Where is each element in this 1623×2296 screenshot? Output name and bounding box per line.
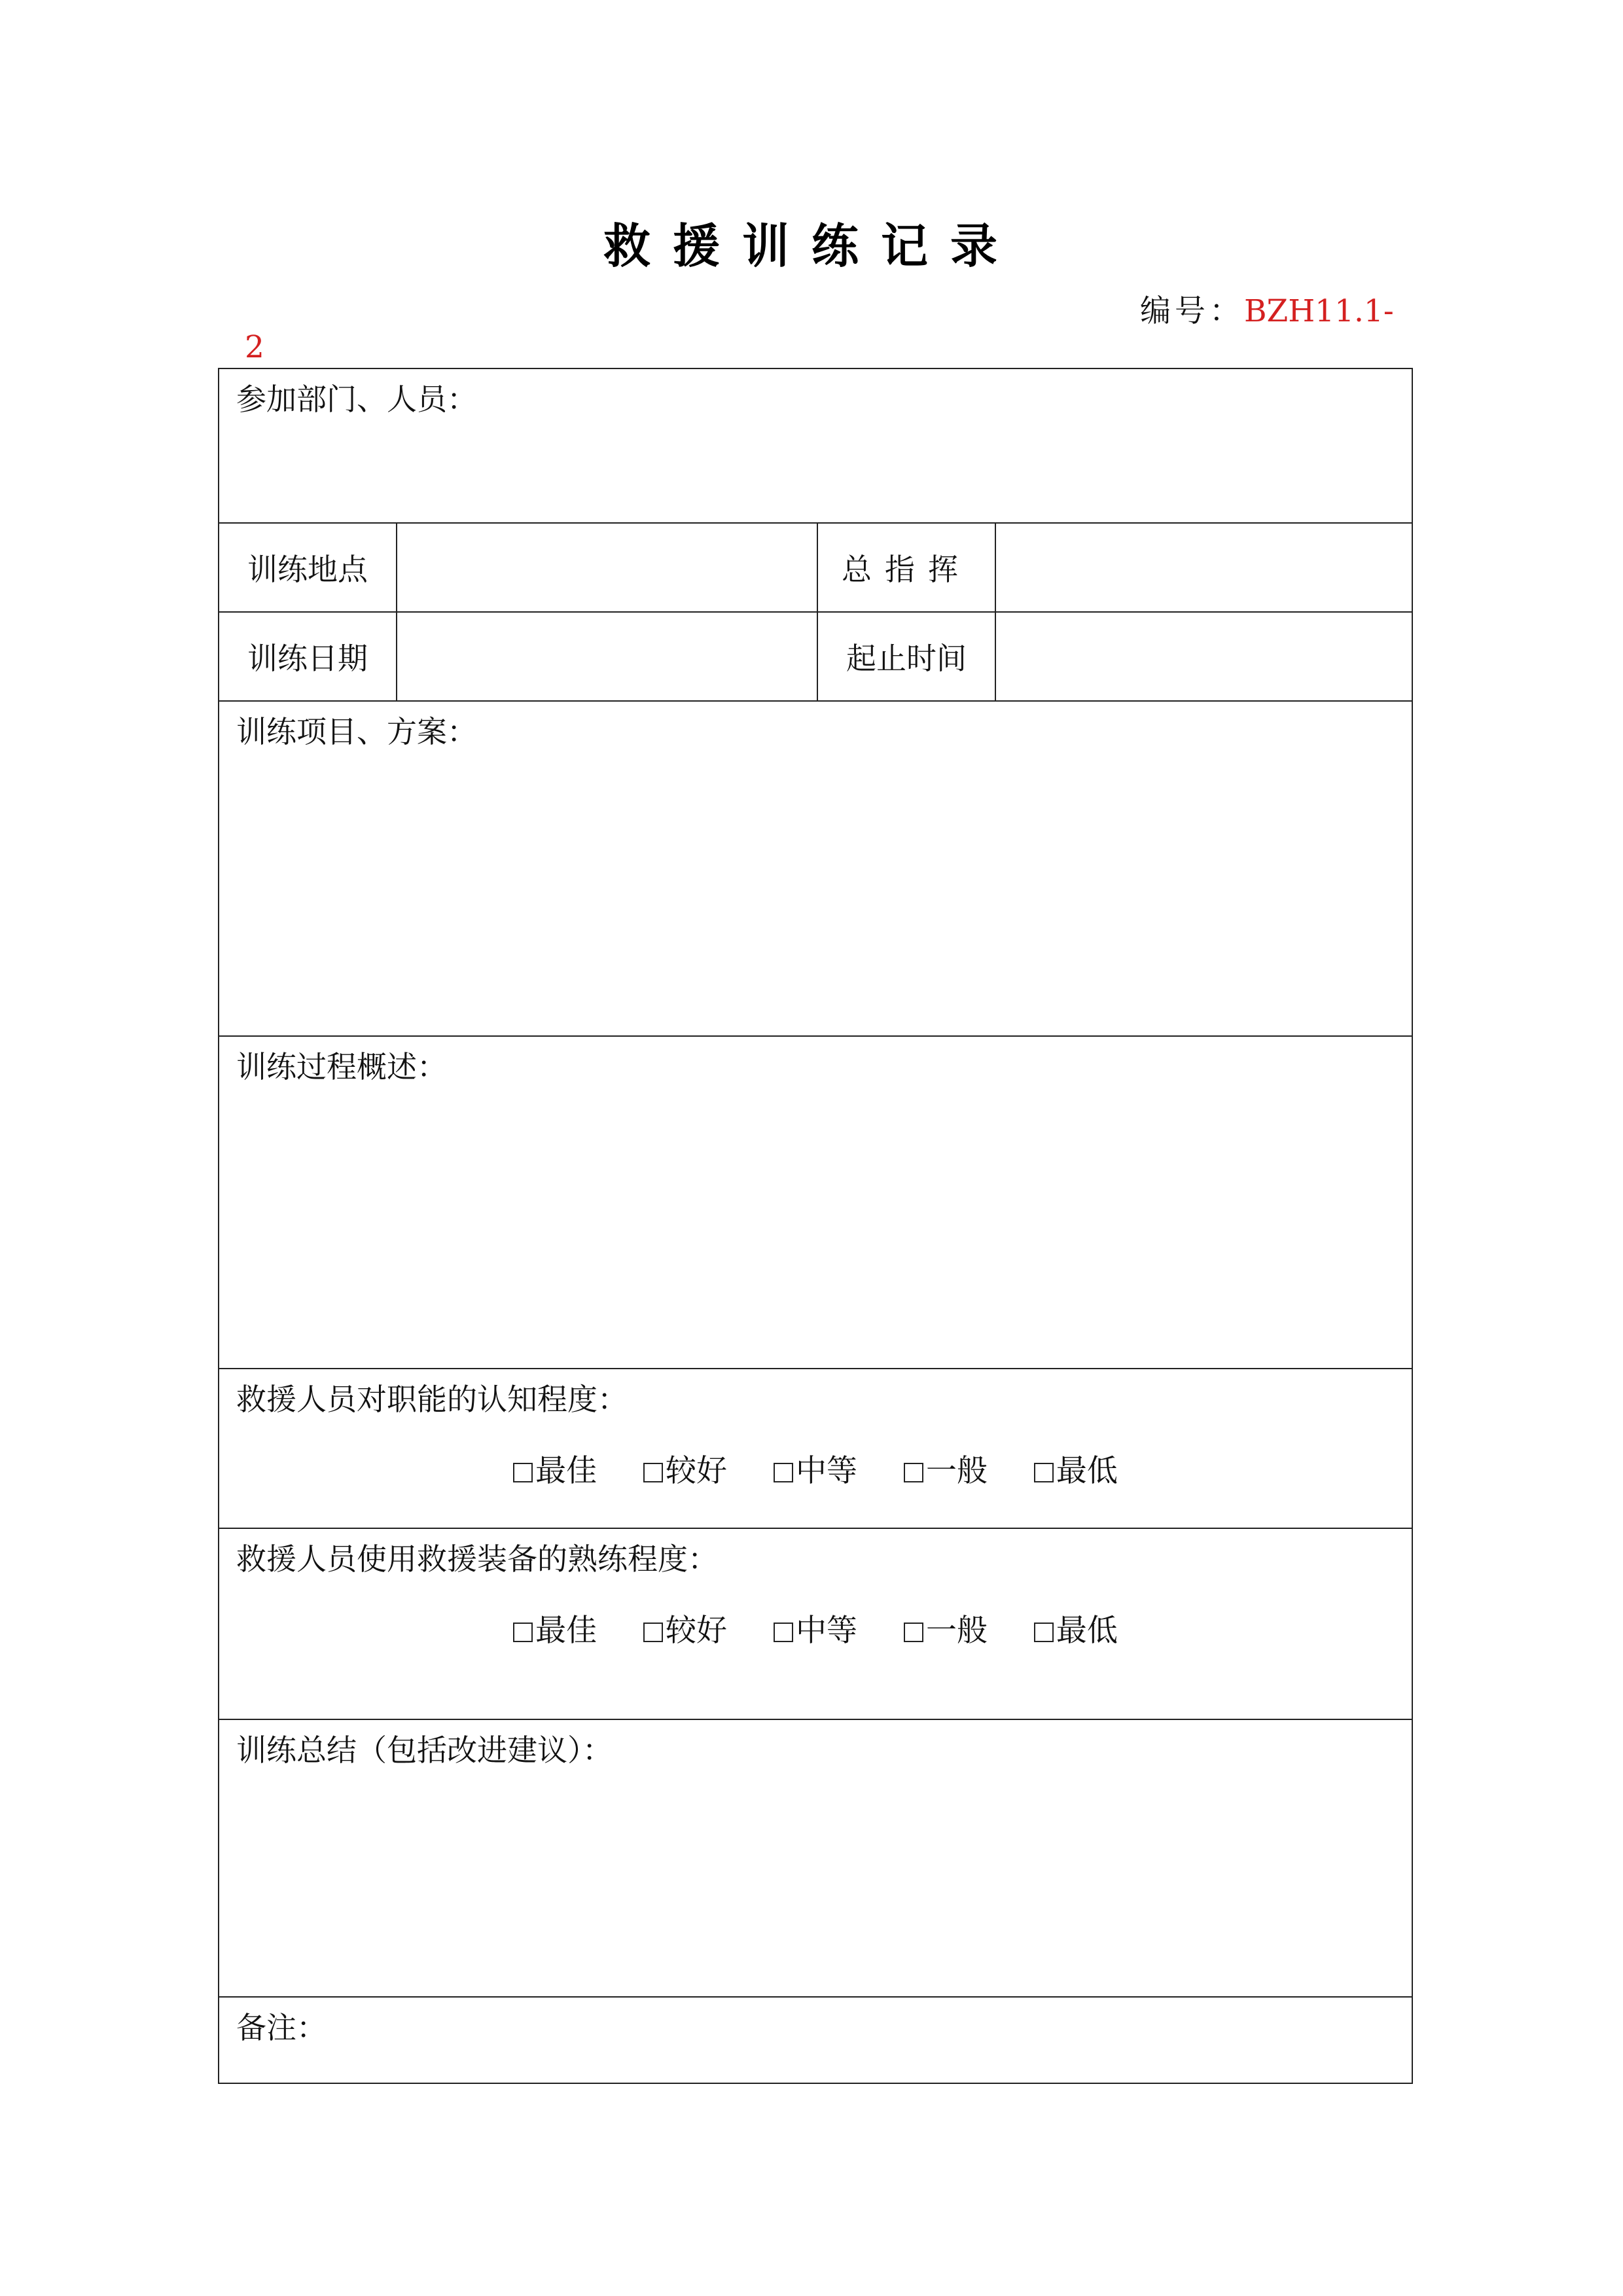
participants-label: 参加部门、人员： xyxy=(236,382,477,417)
project-label: 训练项目、方案： xyxy=(236,714,477,749)
summary-label: 训练总结（包括改进建议）： xyxy=(236,1732,613,1768)
date-field[interactable] xyxy=(397,612,817,701)
awareness-label: 救援人员对职能的认知程度： xyxy=(236,1382,628,1417)
location-field[interactable] xyxy=(397,523,817,612)
proficiency-option-lowest[interactable]: 最低 xyxy=(1034,1606,1118,1650)
awareness-option-best[interactable]: 最佳 xyxy=(513,1446,597,1490)
checkbox-icon[interactable] xyxy=(1034,1623,1054,1642)
proficiency-option-medium[interactable]: 中等 xyxy=(774,1606,857,1650)
participants-cell[interactable] xyxy=(219,368,1412,523)
checkbox-icon[interactable] xyxy=(904,1463,923,1482)
checkbox-icon[interactable] xyxy=(904,1623,923,1642)
awareness-options xyxy=(236,1446,1412,1490)
project-cell[interactable] xyxy=(219,701,1412,1036)
document-title: 救援训练记录 xyxy=(603,219,1020,274)
commander-label-cell xyxy=(817,523,995,612)
proficiency-option-average[interactable]: 一般 xyxy=(904,1606,988,1650)
remarks-cell[interactable] xyxy=(219,1997,1412,2083)
checkbox-icon[interactable] xyxy=(643,1463,663,1482)
awareness-option-average[interactable]: 一般 xyxy=(904,1446,988,1490)
process-cell[interactable] xyxy=(219,1036,1412,1369)
checkbox-icon[interactable] xyxy=(1034,1463,1054,1482)
time-field[interactable] xyxy=(995,612,1412,701)
date-label: 训练日期 xyxy=(219,612,397,701)
checkbox-icon[interactable] xyxy=(774,1623,793,1642)
proficiency-cell xyxy=(219,1528,1412,1719)
awareness-option-lowest[interactable]: 最低 xyxy=(1034,1446,1118,1490)
awareness-option-medium[interactable]: 中等 xyxy=(774,1446,857,1490)
proficiency-options xyxy=(236,1606,1412,1650)
training-record-form xyxy=(218,368,1413,2084)
summary-cell[interactable] xyxy=(219,1719,1412,1997)
document-number-value: BZH11.1- xyxy=(1244,293,1394,329)
checkbox-icon[interactable] xyxy=(513,1623,533,1642)
checkbox-icon[interactable] xyxy=(513,1463,533,1482)
document-number-continued: 2 xyxy=(245,329,264,365)
location-label: 训练地点 xyxy=(219,523,397,612)
document-number xyxy=(1140,287,1394,331)
proficiency-label: 救援人员使用救援装备的熟练程度： xyxy=(236,1541,718,1577)
commander-field[interactable] xyxy=(995,523,1412,612)
proficiency-option-good[interactable]: 较好 xyxy=(643,1606,727,1650)
commander-label: 总指挥 xyxy=(842,552,971,587)
awareness-option-good[interactable]: 较好 xyxy=(643,1446,727,1490)
remarks-label: 备注： xyxy=(236,2010,327,2045)
checkbox-icon[interactable] xyxy=(643,1623,663,1642)
process-label: 训练过程概述： xyxy=(236,1049,447,1085)
document-number-label: 编号： xyxy=(1140,293,1244,329)
time-label: 起止时间 xyxy=(817,612,995,701)
checkbox-icon[interactable] xyxy=(774,1463,793,1482)
proficiency-option-best[interactable]: 最佳 xyxy=(513,1606,597,1650)
awareness-cell xyxy=(219,1369,1412,1528)
